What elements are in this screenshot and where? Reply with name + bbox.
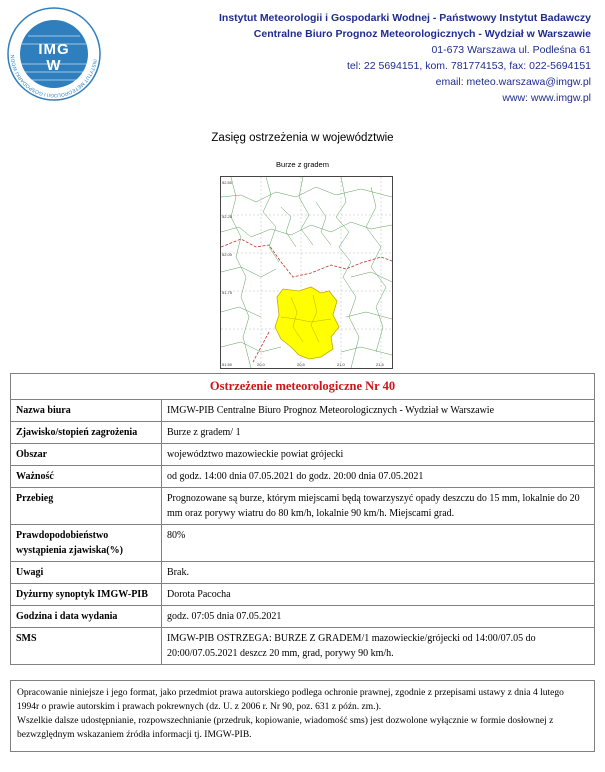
copyright-text: Opracowanie niniejsze i jego format, jako przedmiot prawa autorskiego podlega ochronie prawnej, zgodnie z przepisami ustawy z dnia 4 lutego 1994r o prawie autorskim i prawach pokrewnych (dz. U. z 2006 r. Nr 90, poz. 631 z późn. zm.).: [17, 688, 564, 712]
table-row: [11, 606, 595, 628]
institute-name: Instytut Meteorologii i Gospodarki Wodnej - Państwowy Instytut Badawczy: [218, 12, 591, 24]
row-value: od godz. 14:00 dnia 07.05.2021 do godz. 20:00 dnia 07.05.2021: [162, 466, 595, 488]
office-name: Centralne Biuro Prognoz Meteorologicznych - Wydział w Warszawie: [253, 28, 591, 40]
row-label: Dyżurny synoptyk IMGW-PIB: [11, 584, 162, 606]
phone-fax: tel: 22 5694151, kom. 781774153, fax: 022-5694151: [346, 60, 591, 72]
website: www: www.imgw.pl: [502, 92, 591, 104]
x-tick: 21.5: [376, 362, 384, 367]
y-tick: 51.50: [222, 362, 233, 367]
warning-title: Ostrzeżenie meteorologiczne Nr 40: [11, 374, 595, 400]
y-tick: 52.50: [222, 180, 233, 185]
region-border: [221, 239, 392, 277]
warning-area: [275, 287, 339, 359]
x-tick: 20.5: [297, 362, 305, 367]
table-row: [11, 525, 595, 562]
map-subtitle: Burze z gradem: [276, 160, 329, 169]
header-institute: [219, 10, 591, 106]
copyright-notice: [10, 680, 595, 752]
x-tick: 20.0: [257, 362, 265, 367]
redistribution-text: Wszelkie dalsze udostępnianie, rozpowszechnianie (przedruk, kopiowanie, wiadomość sms) jest dozwolone wyłącznie w formie dosłownej z bezwzględnym wskazaniem źródła informacji tj. IMGW-PIB.: [17, 716, 554, 740]
table-row: [11, 562, 595, 584]
table-row: [11, 444, 595, 466]
row-value: godz. 07:05 dnia 07.05.2021: [162, 606, 595, 628]
row-value: Burze z gradem/ 1: [162, 422, 595, 444]
y-tick: 51.75: [222, 290, 233, 295]
table-row: [11, 488, 595, 525]
address: 01-673 Warszawa ul. Podleśna 61: [431, 44, 591, 56]
y-tick: 52.25: [222, 214, 233, 219]
y-tick: 52.00: [222, 252, 233, 257]
svg-text:W: W: [46, 57, 62, 74]
x-tick: 21.0: [337, 362, 345, 367]
row-value: Prognozowane są burze, którym miejscami będą towarzyszyć opady deszczu do 15 mm, lokalnie do 20 mm oraz porywy wiatru do 80 km/h, lokalnie 90 km/h. Miejscami grad.: [162, 488, 595, 525]
row-label: Ważność: [11, 466, 162, 488]
svg-text:INSTYTUT METEOROLOGII I GOSPOD: INSTYTUT METEOROLOGII I GOSPODARKI WODN: [9, 54, 98, 99]
table-row: [11, 584, 595, 606]
row-value: IMGW-PIB Centralne Biuro Prognoz Meteorologicznych - Wydział w Warszawie: [162, 400, 595, 422]
row-value: Dorota Pacocha: [162, 584, 595, 606]
row-value: IMGW-PIB OSTRZEGA: BURZE Z GRADEM/1 mazowieckie/grójecki od 14:00/07.05 do 20:00/07.05.2021 deszcz 20 mm, grad, porywy 90 km/h.: [162, 628, 595, 665]
row-label: Godzina i data wydania: [11, 606, 162, 628]
row-label: Zjawisko/stopień zagrożenia: [11, 422, 162, 444]
row-label: Obszar: [11, 444, 162, 466]
imgw-logo: [6, 6, 102, 102]
row-value: Brak.: [162, 562, 595, 584]
row-label: Przebieg: [11, 488, 162, 525]
table-row: [11, 628, 595, 665]
warning-table: [10, 373, 595, 665]
table-row: [11, 400, 595, 422]
row-value: województwo mazowieckie powiat grójecki: [162, 444, 595, 466]
table-row: [11, 422, 595, 444]
row-label: Nazwa biura: [11, 400, 162, 422]
row-label: SMS: [11, 628, 162, 665]
row-value: 80%: [162, 525, 595, 562]
row-label: Prawdopodobieństwo wystąpienia zjawiska(%): [11, 525, 162, 562]
map-title: Zasięg ostrzeżenia w województwie: [211, 132, 394, 144]
svg-text:IMG: IMG: [38, 41, 70, 58]
email: email: meteo.warszawa@imgw.pl: [435, 76, 591, 88]
row-label: Uwagi: [11, 562, 162, 584]
table-row: [11, 466, 595, 488]
warning-map: [220, 176, 393, 369]
